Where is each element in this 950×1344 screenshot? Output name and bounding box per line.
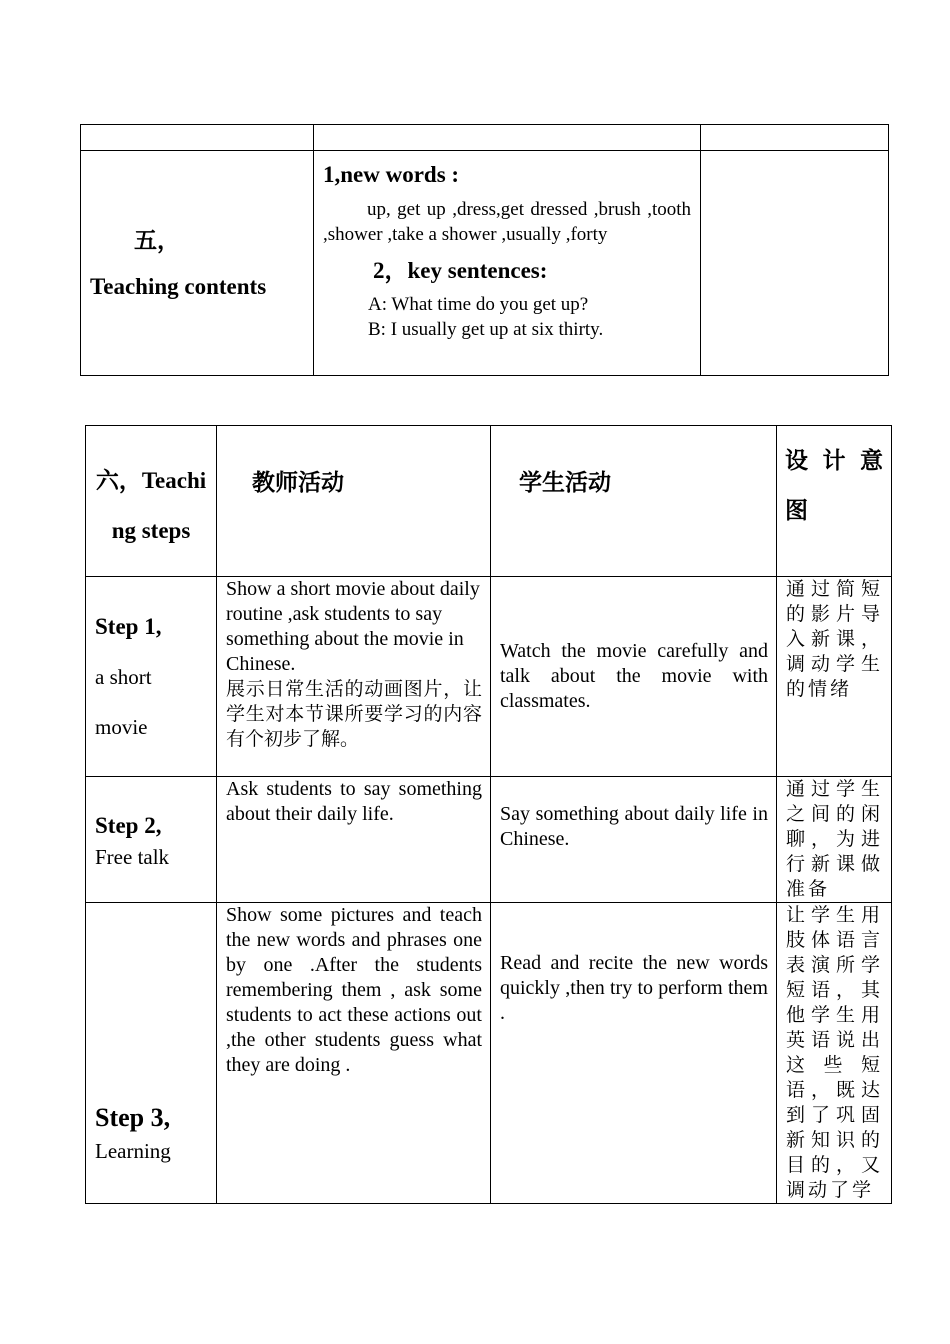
- design-intent: 让学生用肢体语言表演所学短语，其他学生用英语说出这些短语，既达到了巩固新知识的目的，又调动了学: [777, 903, 892, 1204]
- contents-label-cell: [81, 151, 314, 376]
- step-row: [86, 903, 892, 1204]
- student-activity: Say something about daily life in Chinese.: [491, 777, 777, 903]
- new-words-list: up, get up ,dress,get dressed ,brush ,tooth ,shower ,take a shower ,usually ,forty: [323, 199, 691, 245]
- step-title: Step 2,: [95, 812, 162, 838]
- contents-row: [81, 151, 889, 376]
- header-steps: [86, 426, 216, 556]
- header-intent: 设 计 意 图: [777, 426, 892, 577]
- teaching-contents-table: [80, 124, 889, 376]
- step-subtitle-word: a short: [95, 664, 152, 689]
- student-activity: Read and recite the new words quickly ,then try to perform them .: [491, 903, 777, 1204]
- key-sentences-heading: 2，key sentences:: [373, 258, 548, 283]
- step-subtitle: Learning: [95, 1139, 171, 1163]
- contents-cell: [314, 151, 701, 376]
- teacher-activity: Show some pictures and teach the new words and phrases one by one .After the students remembering them , ask some students to act these actions out ,the other students guess what they are doing .: [217, 903, 491, 1204]
- sentence-a: A: What time do you get up?: [368, 294, 589, 315]
- header-steps-line1: 六，Teachi: [95, 468, 207, 493]
- teacher-activity-en: Show a short movie about daily routine ,ask students to say something about the movie in Chinese.: [226, 578, 480, 675]
- empty-cell: [701, 151, 889, 376]
- step-title: Step 3,: [95, 1103, 171, 1132]
- header-row: [86, 426, 892, 577]
- empty-cell: [81, 125, 314, 151]
- section-number: 五，: [134, 228, 180, 253]
- step-label-cell: [86, 903, 217, 1204]
- step-subtitle: Free talk: [95, 844, 170, 869]
- empty-cell: [314, 125, 701, 151]
- step-subtitle-line2: movie: [95, 714, 148, 739]
- step-subtitle: [95, 652, 208, 702]
- step-label-cell: [86, 777, 217, 903]
- section-title: Teaching contents: [90, 274, 267, 299]
- teaching-steps-table: [85, 425, 892, 1204]
- header-steps-line2: ng steps: [111, 518, 191, 543]
- student-activity: Watch the movie carefully and talk about the movie with classmates.: [491, 577, 777, 777]
- header-teacher: 教师活动: [217, 426, 491, 577]
- teacher-activity: [217, 577, 491, 777]
- sentence-b: B: I usually get up at six thirty.: [368, 319, 604, 340]
- header-student: 学生活动: [491, 426, 777, 577]
- step-title: Step 1,: [95, 613, 162, 639]
- new-words-heading: 1,new words :: [323, 162, 460, 187]
- empty-cell: [701, 125, 889, 151]
- step-label-cell: [86, 577, 217, 777]
- step-row: [86, 777, 892, 903]
- design-intent: 通过简短的影片导入新课，调动学生的情绪: [777, 577, 892, 777]
- header-steps-cell: [86, 426, 217, 577]
- empty-row: [81, 125, 889, 151]
- teacher-activity: Ask students to say something about their daily life.: [217, 777, 491, 903]
- teacher-activity-zh: 展示日常生活的动画图片，让学生对本节课所要学习的内容有个初步了解。: [226, 678, 482, 750]
- step-row: [86, 577, 892, 777]
- design-intent: 通过学生之间的闲聊，为进行新课做准备: [777, 777, 892, 903]
